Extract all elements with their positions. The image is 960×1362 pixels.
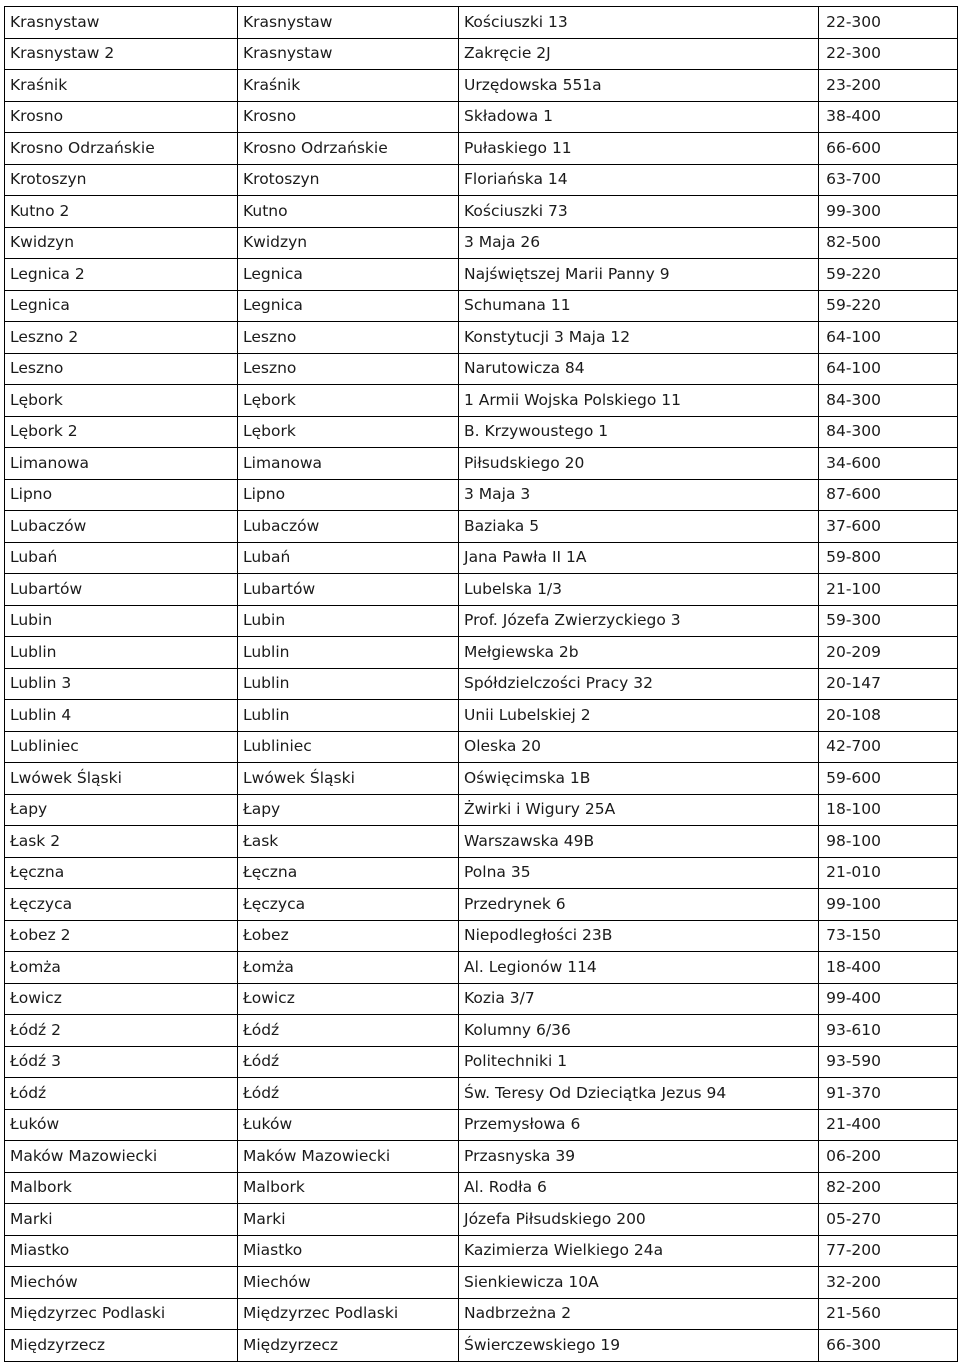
city-cell: Krasnystaw [238,7,459,39]
branch-name-cell: Krosno [5,101,238,133]
city-cell: Lębork [238,416,459,448]
branch-name-cell: Krosno Odrzańskie [5,133,238,165]
table-row [5,857,958,889]
street-address-cell: Floriańska 14 [459,164,819,196]
street-address-cell: Przedrynek 6 [459,889,819,921]
city-cell: Lubliniec [238,731,459,763]
postal-code-cell: 21-560 [819,1298,958,1330]
branch-name-cell: Lubaczów [5,511,238,543]
branch-name-cell: Maków Mazowiecki [5,1141,238,1173]
street-address-cell: Żwirki i Wigury 25A [459,794,819,826]
city-cell: Lubin [238,605,459,637]
branch-name-cell: Kwidzyn [5,227,238,259]
table-row [5,1235,958,1267]
postal-code-cell: 38-400 [819,101,958,133]
city-cell: Lublin [238,700,459,732]
city-cell: Łódź [238,1046,459,1078]
street-address-cell: Urzędowska 551a [459,70,819,102]
postal-code-cell: 59-300 [819,605,958,637]
city-cell: Krotoszyn [238,164,459,196]
city-cell: Leszno [238,322,459,354]
street-address-cell: Politechniki 1 [459,1046,819,1078]
table-row [5,416,958,448]
city-cell: Legnica [238,290,459,322]
street-address-cell: 3 Maja 26 [459,227,819,259]
postal-code-cell: 98-100 [819,826,958,858]
city-cell: Legnica [238,259,459,291]
branch-name-cell: Lwówek Śląski [5,763,238,795]
table-row [5,164,958,196]
street-address-cell: Narutowicza 84 [459,353,819,385]
street-address-cell: Oleska 20 [459,731,819,763]
branch-name-cell: Łask 2 [5,826,238,858]
street-address-cell: Polna 35 [459,857,819,889]
street-address-cell: Schumana 11 [459,290,819,322]
city-cell: Lubaczów [238,511,459,543]
postal-code-cell: 37-600 [819,511,958,543]
city-cell: Łuków [238,1109,459,1141]
postal-code-cell: 93-590 [819,1046,958,1078]
postal-code-cell: 87-600 [819,479,958,511]
street-address-cell: Kościuszki 13 [459,7,819,39]
branch-name-cell: Krotoszyn [5,164,238,196]
branch-name-cell: Międzyrzec Podlaski [5,1298,238,1330]
table-row [5,322,958,354]
street-address-cell: Konstytucji 3 Maja 12 [459,322,819,354]
table-row [5,38,958,70]
table-row [5,637,958,669]
postal-code-cell: 05-270 [819,1204,958,1236]
postal-code-cell: 21-100 [819,574,958,606]
street-address-cell: Unii Lubelskiej 2 [459,700,819,732]
table-row [5,952,958,984]
city-cell: Lubań [238,542,459,574]
street-address-cell: Baziaka 5 [459,511,819,543]
postal-code-cell: 73-150 [819,920,958,952]
table-row [5,1267,958,1299]
table-row [5,1141,958,1173]
postal-code-cell: 42-700 [819,731,958,763]
table-row [5,983,958,1015]
branch-name-cell: Leszno [5,353,238,385]
city-cell: Lipno [238,479,459,511]
city-cell: Międzyrzecz [238,1330,459,1362]
table-row [5,1172,958,1204]
table-row [5,605,958,637]
table-row [5,1109,958,1141]
postal-code-cell: 34-600 [819,448,958,480]
street-address-cell: Zakręcie 2J [459,38,819,70]
postal-code-cell: 59-600 [819,763,958,795]
city-cell: Międzyrzec Podlaski [238,1298,459,1330]
table-row [5,763,958,795]
table-row [5,826,958,858]
postal-code-cell: 20-108 [819,700,958,732]
postal-code-cell: 59-220 [819,290,958,322]
postal-code-cell: 64-100 [819,322,958,354]
postal-code-cell: 91-370 [819,1078,958,1110]
branch-name-cell: Marki [5,1204,238,1236]
table-row [5,794,958,826]
city-cell: Kutno [238,196,459,228]
postal-code-cell: 99-400 [819,983,958,1015]
city-cell: Krasnystaw [238,38,459,70]
city-cell: Łask [238,826,459,858]
table-row [5,1015,958,1047]
street-address-cell: Św. Teresy Od Dzieciątka Jezus 94 [459,1078,819,1110]
postal-code-cell: 06-200 [819,1141,958,1173]
table-row [5,353,958,385]
branch-name-cell: Łowicz [5,983,238,1015]
city-cell: Łapy [238,794,459,826]
city-cell: Kwidzyn [238,227,459,259]
street-address-cell: Niepodległości 23B [459,920,819,952]
street-address-cell: Jana Pawła II 1A [459,542,819,574]
branch-name-cell: Lębork 2 [5,416,238,448]
branch-name-cell: Kutno 2 [5,196,238,228]
city-cell: Kraśnik [238,70,459,102]
branch-name-cell: Lublin 4 [5,700,238,732]
table-row [5,700,958,732]
city-cell: Maków Mazowiecki [238,1141,459,1173]
postal-code-cell: 84-300 [819,416,958,448]
street-address-cell: Prof. Józefa Zwierzyckiego 3 [459,605,819,637]
table-row [5,889,958,921]
postal-code-cell: 84-300 [819,385,958,417]
street-address-cell: Spółdzielczości Pracy 32 [459,668,819,700]
street-address-cell: Oświęcimska 1B [459,763,819,795]
postal-code-cell: 63-700 [819,164,958,196]
postal-code-cell: 18-400 [819,952,958,984]
branch-name-cell: Lubliniec [5,731,238,763]
table-row [5,259,958,291]
street-address-cell: Kościuszki 73 [459,196,819,228]
street-address-cell: Kazimierza Wielkiego 24a [459,1235,819,1267]
postal-code-cell: 99-100 [819,889,958,921]
postal-code-cell: 32-200 [819,1267,958,1299]
branch-name-cell: Łęczna [5,857,238,889]
city-cell: Lublin [238,668,459,700]
table-row [5,7,958,39]
branch-name-cell: Lublin 3 [5,668,238,700]
postal-code-cell: 21-400 [819,1109,958,1141]
postal-code-cell: 18-100 [819,794,958,826]
street-address-cell: 3 Maja 3 [459,479,819,511]
address-table-body [5,7,958,1362]
city-cell: Krosno [238,101,459,133]
street-address-cell: Lubelska 1/3 [459,574,819,606]
branch-name-cell: Miastko [5,1235,238,1267]
city-cell: Łódź [238,1015,459,1047]
table-row [5,448,958,480]
table-row [5,196,958,228]
branch-name-cell: Lębork [5,385,238,417]
city-cell: Łomża [238,952,459,984]
table-row [5,1046,958,1078]
branch-name-cell: Lubartów [5,574,238,606]
table-row [5,385,958,417]
branch-name-cell: Krasnystaw 2 [5,38,238,70]
city-cell: Krosno Odrzańskie [238,133,459,165]
street-address-cell: Świerczewskiego 19 [459,1330,819,1362]
postal-code-cell: 22-300 [819,38,958,70]
street-address-cell: Przasnyska 39 [459,1141,819,1173]
branch-name-cell: Łódź [5,1078,238,1110]
table-row [5,1078,958,1110]
branch-name-cell: Łódź 3 [5,1046,238,1078]
branch-name-cell: Lublin [5,637,238,669]
street-address-cell: Najświętszej Marii Panny 9 [459,259,819,291]
address-table [4,6,958,1362]
table-row [5,227,958,259]
postal-code-cell: 66-300 [819,1330,958,1362]
branch-name-cell: Łobez 2 [5,920,238,952]
city-cell: Lublin [238,637,459,669]
street-address-cell: Mełgiewska 2b [459,637,819,669]
street-address-cell: Nadbrzeżna 2 [459,1298,819,1330]
postal-code-cell: 77-200 [819,1235,958,1267]
street-address-cell: Przemysłowa 6 [459,1109,819,1141]
branch-name-cell: Leszno 2 [5,322,238,354]
street-address-cell: Sienkiewicza 10A [459,1267,819,1299]
street-address-cell: Al. Legionów 114 [459,952,819,984]
city-cell: Łobez [238,920,459,952]
branch-name-cell: Lubin [5,605,238,637]
postal-code-cell: 64-100 [819,353,958,385]
city-cell: Malbork [238,1172,459,1204]
postal-code-cell: 82-500 [819,227,958,259]
branch-name-cell: Krasnystaw [5,7,238,39]
table-row [5,920,958,952]
street-address-cell: B. Krzywoustego 1 [459,416,819,448]
postal-code-cell: 20-147 [819,668,958,700]
branch-name-cell: Łapy [5,794,238,826]
city-cell: Marki [238,1204,459,1236]
table-row [5,574,958,606]
city-cell: Łęczna [238,857,459,889]
street-address-cell: Józefa Piłsudskiego 200 [459,1204,819,1236]
table-row [5,479,958,511]
branch-name-cell: Łuków [5,1109,238,1141]
branch-name-cell: Łomża [5,952,238,984]
city-cell: Miechów [238,1267,459,1299]
table-row [5,731,958,763]
city-cell: Miastko [238,1235,459,1267]
branch-name-cell: Lubań [5,542,238,574]
branch-name-cell: Miechów [5,1267,238,1299]
postal-code-cell: 21-010 [819,857,958,889]
postal-code-cell: 59-800 [819,542,958,574]
branch-name-cell: Legnica 2 [5,259,238,291]
postal-code-cell: 59-220 [819,259,958,291]
street-address-cell: Pułaskiego 11 [459,133,819,165]
table-row [5,133,958,165]
postal-code-cell: 23-200 [819,70,958,102]
city-cell: Lubartów [238,574,459,606]
street-address-cell: Piłsudskiego 20 [459,448,819,480]
branch-name-cell: Międzyrzecz [5,1330,238,1362]
street-address-cell: Kozia 3/7 [459,983,819,1015]
postal-code-cell: 99-300 [819,196,958,228]
street-address-cell: 1 Armii Wojska Polskiego 11 [459,385,819,417]
branch-name-cell: Legnica [5,290,238,322]
branch-name-cell: Kraśnik [5,70,238,102]
table-row [5,668,958,700]
city-cell: Lwówek Śląski [238,763,459,795]
branch-name-cell: Limanowa [5,448,238,480]
city-cell: Łowicz [238,983,459,1015]
city-cell: Limanowa [238,448,459,480]
branch-name-cell: Łódź 2 [5,1015,238,1047]
postal-code-cell: 22-300 [819,7,958,39]
table-row [5,511,958,543]
street-address-cell: Składowa 1 [459,101,819,133]
street-address-cell: Warszawska 49B [459,826,819,858]
postal-code-cell: 82-200 [819,1172,958,1204]
branch-name-cell: Lipno [5,479,238,511]
city-cell: Łódź [238,1078,459,1110]
city-cell: Łęczyca [238,889,459,921]
postal-code-cell: 93-610 [819,1015,958,1047]
table-row [5,290,958,322]
branch-name-cell: Łęczyca [5,889,238,921]
street-address-cell: Al. Rodła 6 [459,1172,819,1204]
city-cell: Lębork [238,385,459,417]
postal-code-cell: 66-600 [819,133,958,165]
table-row [5,1298,958,1330]
postal-code-cell: 20-209 [819,637,958,669]
table-row [5,101,958,133]
table-row [5,1330,958,1362]
street-address-cell: Kolumny 6/36 [459,1015,819,1047]
city-cell: Leszno [238,353,459,385]
table-row [5,70,958,102]
table-row [5,1204,958,1236]
branch-name-cell: Malbork [5,1172,238,1204]
table-row [5,542,958,574]
